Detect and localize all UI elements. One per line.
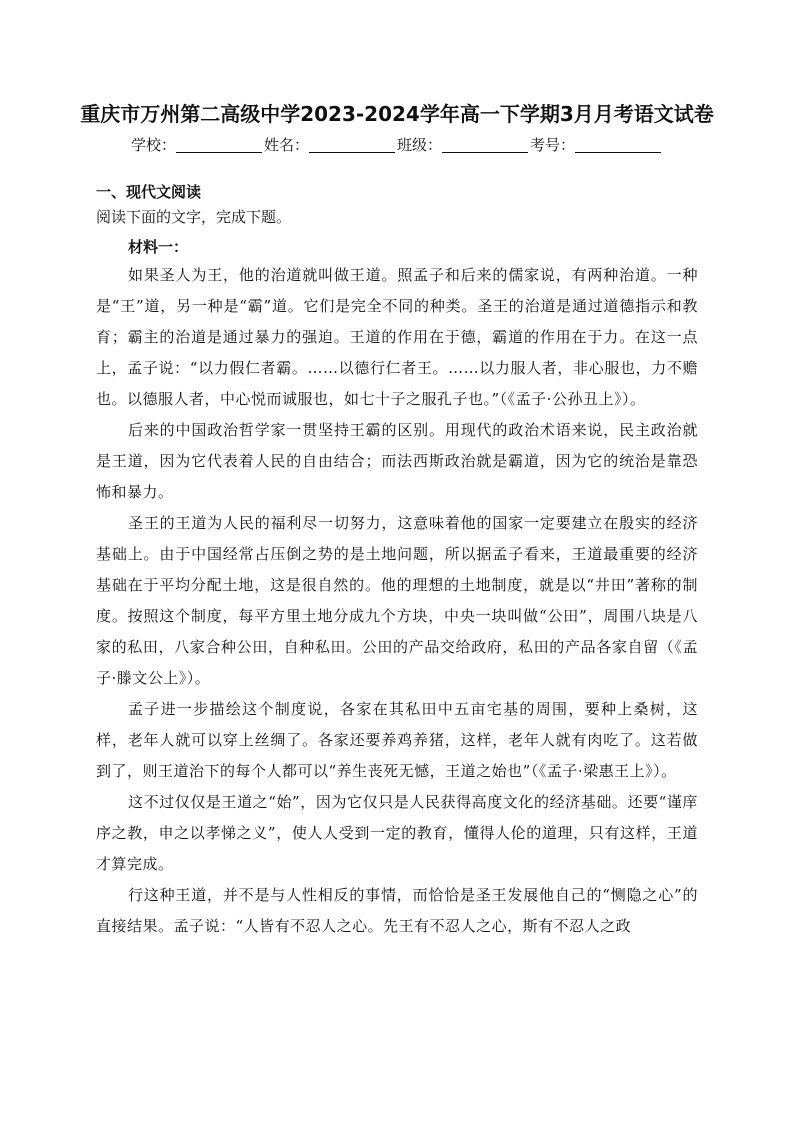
exam-title: 重庆市万州第二高级中学2023-2024学年高一下学期3月月考语文试卷 (80, 102, 714, 126)
passage-paragraph: 如果圣人为王，他的治道就叫做王道。照孟子和后来的儒家说，有两种治道。一种是“王”道，另一种是“霸”道。它们是完全不同的种类。圣王的治道是通过道德指示和教育；霸主的治道是通过暴力的强迫。王道的作用在于德，霸道的作用在于力。在这一点上，孟子说：“以力假仁者霸。……以德行仁者王。……以力服人者，非心服也，力不赡也。以德服人者，中心悦而诚服也，如七十子之服孔子也。”（《孟子·公孙丑上》）。 (96, 266, 698, 408)
material-label: 材料一： (128, 238, 189, 256)
name-blank[interactable] (309, 137, 395, 153)
exam-number-blank[interactable] (575, 137, 661, 153)
passage-body (96, 260, 698, 942)
reading-instruction: 阅读下面的文字，完成下题。 (96, 208, 292, 226)
passage-paragraph: 后来的中国政治哲学家一贯坚持王霸的区别。用现代的政治术语来说，民主政治就是王道，因为它代表着人民的自由结合；而法西斯政治就是霸道，因为它的统治是靠恐怖和暴力。 (96, 421, 698, 501)
school-label: 学校： (130, 136, 176, 154)
student-info-line (0, 134, 794, 155)
passage-paragraph: 孟子进一步描绘这个制度说，各家在其私田中五亩宅基的周围，要种上桑树，这样，老年人就可以穿上丝绸了。各家还要养鸡养猪，这样，老年人就有肉吃了。这若做到了，则王道治下的每个人都可以“养生丧死无憾，王道之始也”（《孟子·梁惠王上》）。 (96, 700, 698, 780)
section-heading: 一、现代文阅读 (96, 183, 202, 201)
passage-paragraph: 行这种王道，并不是与人性相反的事情，而恰恰是圣王发展他自己的“恻隐之心”的直接结果。孟子说：“人皆有不忍人之心。先王有不忍人之心，斯有不忍人之政 (96, 886, 698, 935)
exam-number-label: 考号： (530, 136, 576, 154)
name-label: 姓名： (263, 136, 309, 154)
class-label: 班级： (397, 136, 443, 154)
passage-paragraph: 圣王的王道为人民的福利尽一切努力，这意味着他的国家一定要建立在殷实的经济基础上。由于中国经常占压倒之势的是土地问题，所以据孟子看来，王道最重要的经济基础在于平均分配土地，这是很自然的。他的理想的土地制度，就是以“井田”著称的制度。按照这个制度，每平方里土地分成九个方块，中央一块叫做“公田”，周围八块是八家的私田，八家合种公田，自种私田。公田的产品交给政府，私田的产品各家自留（《孟子·滕文公上》）。 (96, 514, 698, 687)
passage-paragraph: 这不过仅仅是王道之“始”，因为它仅只是人民获得高度文化的经济基础。还要“谨庠序之教，申之以孝悌之义”，使人人受到一定的教育，懂得人伦的道理，只有这样，王道才算完成。 (96, 793, 698, 873)
school-blank[interactable] (176, 137, 262, 153)
class-blank[interactable] (442, 137, 528, 153)
